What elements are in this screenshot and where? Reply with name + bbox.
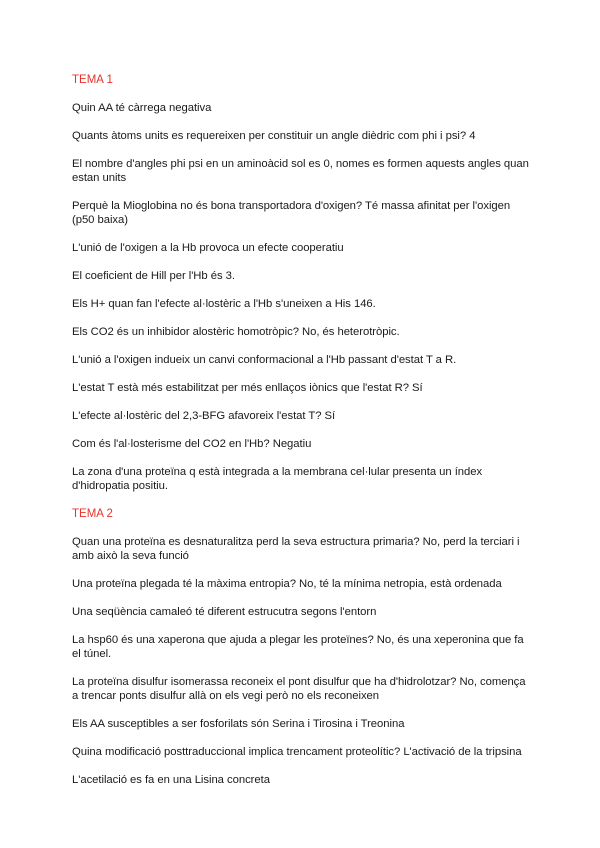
paragraph: Perquè la Mioglobina no és bona transportadora d'oxigen? Té massa afinitat per l'oxigen (p50 baixa) bbox=[72, 200, 511, 226]
paragraph: La proteïna disulfur isomerassa reconeix el pont disulfur que ha d'hidrolotzar? No, comença a trencar ponts disulfur allà on els vegi però no els reconeixen bbox=[72, 676, 526, 702]
paragraph: La zona d'una proteïna q està integrada a la membrana cel·lular presenta un índex d'hidropatia positiu. bbox=[72, 466, 483, 492]
section-heading-tema-2: TEMA 2 bbox=[72, 508, 113, 520]
paragraph: L'estat T està més estabilitzat per més enllaços iònics que l'estat R? Sí bbox=[72, 382, 423, 394]
paragraph: L'efecte al·lostèric del 2,3-BFG afavoreix l'estat T? Sí bbox=[72, 410, 336, 422]
paragraph: L'unió de l'oxigen a la Hb provoca un efecte cooperatiu bbox=[72, 242, 344, 254]
paragraph: Quan una proteïna es desnaturalitza perd la seva estructura primaria? No, perd la terciari i amb això la seva funció bbox=[72, 536, 520, 562]
paragraph: Quina modificació posttraduccional implica trencament proteolític? L'activació de la tripsina bbox=[72, 746, 522, 758]
paragraph: Una seqüència camaleó té diferent estrucutra segons l'entorn bbox=[72, 606, 377, 618]
paragraph: Com és l'al·losterisme del CO2 en l'Hb? Negatiu bbox=[72, 438, 312, 450]
paragraph: L'unió a l'oxigen indueix un canvi conformacional a l'Hb passant d'estat T a R. bbox=[72, 354, 457, 366]
paragraph: Els H+ quan fan l'efecte al·lostèric a l'Hb s'uneixen a His 146. bbox=[72, 298, 376, 310]
paragraph: La hsp60 és una xaperona que ajuda a plegar les proteïnes? No, és una xeperonina que fa el túnel. bbox=[72, 634, 524, 660]
paragraph: El coeficient de Hill per l'Hb és 3. bbox=[72, 270, 235, 282]
paragraph: Els CO2 és un inhibidor alostèric homotròpic? No, és heterotròpic. bbox=[72, 326, 400, 338]
paragraph: El nombre d'angles phi psi en un aminoàcid sol es 0, nomes es formen aquests angles quan estan units bbox=[72, 158, 529, 184]
paragraph: Una proteïna plegada té la màxima entropia? No, té la mínima netropia, està ordenada bbox=[72, 578, 502, 590]
paragraph: Els AA susceptibles a ser fosforilats són Serina i Tirosina i Treonina bbox=[72, 718, 405, 730]
paragraph: Quin AA té càrrega negativa bbox=[72, 102, 212, 114]
document-page bbox=[72, 73, 532, 801]
section-heading-tema-1: TEMA 1 bbox=[72, 74, 113, 86]
paragraph: L'acetilació es fa en una Lisina concreta bbox=[72, 774, 270, 786]
paragraph: Quants àtoms units es requereixen per constituir un angle dièdric com phi i psi? 4 bbox=[72, 130, 476, 142]
